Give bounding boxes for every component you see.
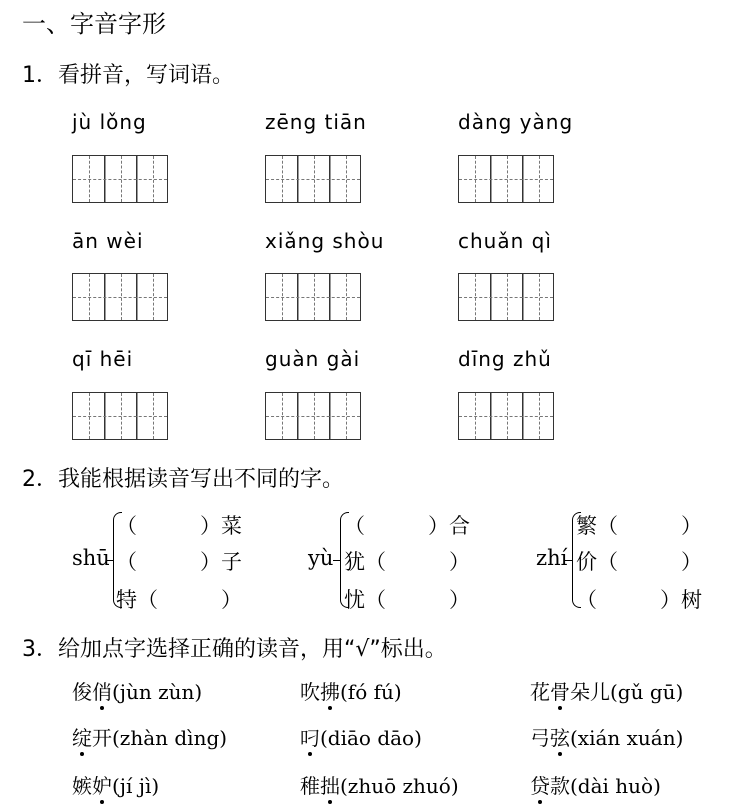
pinyin-label: dīng zhǔ bbox=[458, 347, 552, 371]
question-3-title: 3．给加点字选择正确的读音，用“√”标出。 bbox=[22, 637, 447, 662]
dotted-character: 贷 bbox=[530, 774, 550, 798]
writing-grid[interactable] bbox=[265, 155, 361, 203]
pinyin-options[interactable]: (fó fú) bbox=[340, 680, 402, 704]
pinyin-label: chuǎn qì bbox=[458, 229, 552, 253]
reading-choice-item bbox=[300, 676, 402, 705]
writing-grid[interactable] bbox=[72, 273, 168, 321]
sound-label: shū bbox=[72, 546, 110, 570]
pinyin-label: guàn gài bbox=[265, 347, 361, 371]
homophone-line: （ ）合 bbox=[344, 514, 470, 538]
homophone-line: （ ）子 bbox=[116, 550, 242, 574]
pinyin-label: qī hēi bbox=[72, 347, 134, 371]
writing-grid[interactable] bbox=[265, 392, 361, 440]
homophone-line: （ ）菜 bbox=[116, 514, 242, 538]
pinyin-label: zēng tiān bbox=[265, 110, 367, 134]
homophone-line: 犹（ ） bbox=[344, 550, 470, 574]
homophone-line: 繁（ ） bbox=[576, 514, 702, 538]
word-part: 朵儿 bbox=[570, 680, 610, 704]
pinyin-label: dàng yàng bbox=[458, 110, 574, 134]
dotted-character: 俏 bbox=[92, 680, 112, 704]
writing-grid[interactable] bbox=[458, 392, 554, 440]
pinyin-options[interactable]: (dài huò) bbox=[570, 774, 661, 798]
homophone-line: 特（ ） bbox=[116, 588, 242, 612]
writing-grid[interactable] bbox=[458, 273, 554, 321]
reading-choice-item bbox=[300, 770, 459, 799]
pinyin-label: ān wèi bbox=[72, 229, 144, 253]
word-part: 款 bbox=[550, 774, 570, 798]
word-part: 嫉 bbox=[72, 774, 92, 798]
reading-choice-item bbox=[530, 676, 683, 705]
homophone-line: （ ）树 bbox=[576, 588, 702, 612]
dotted-character: 拂 bbox=[320, 680, 340, 704]
reading-choice-item bbox=[300, 722, 422, 751]
reading-choice-item bbox=[530, 722, 683, 751]
pinyin-options[interactable]: (zhàn dìng) bbox=[112, 726, 228, 750]
homophone-line: 忧（ ） bbox=[344, 588, 470, 612]
reading-choice-item bbox=[72, 770, 159, 799]
word-part: 稚 bbox=[300, 774, 320, 798]
pinyin-options[interactable]: (gǔ gū) bbox=[610, 680, 684, 704]
writing-grid[interactable] bbox=[458, 155, 554, 203]
pinyin-label: xiǎng shòu bbox=[265, 229, 385, 253]
writing-grid[interactable] bbox=[265, 273, 361, 321]
word-part: 俊 bbox=[72, 680, 92, 704]
writing-grid[interactable] bbox=[72, 392, 168, 440]
sound-label: yù bbox=[308, 546, 334, 570]
word-part: 花 bbox=[530, 680, 550, 704]
reading-choice-item bbox=[530, 770, 661, 799]
pinyin-options[interactable]: (zhuō zhuó) bbox=[340, 774, 459, 798]
dotted-character: 弦 bbox=[550, 726, 570, 750]
pinyin-options[interactable]: (jí jì) bbox=[112, 774, 160, 798]
word-part: 弓 bbox=[530, 726, 550, 750]
dotted-character: 拙 bbox=[320, 774, 340, 798]
dotted-character: 妒 bbox=[92, 774, 112, 798]
pinyin-options[interactable]: (xián xuán) bbox=[570, 726, 684, 750]
writing-grid[interactable] bbox=[72, 155, 168, 203]
question-1-title: 1．看拼音，写词语。 bbox=[22, 63, 234, 88]
dotted-character: 骨 bbox=[550, 680, 570, 704]
word-part: 吹 bbox=[300, 680, 320, 704]
reading-choice-item bbox=[72, 676, 202, 705]
question-2-title: 2．我能根据读音写出不同的字。 bbox=[22, 467, 344, 492]
homophone-line: 价（ ） bbox=[576, 550, 702, 574]
reading-choice-item bbox=[72, 722, 227, 751]
sound-label: zhí bbox=[536, 546, 568, 570]
dotted-character: 绽 bbox=[72, 726, 92, 750]
word-part: 开 bbox=[92, 726, 112, 750]
section-title: 一、字音字形 bbox=[22, 10, 166, 38]
pinyin-label: jù lǒng bbox=[72, 110, 147, 134]
pinyin-options[interactable]: (diāo dāo) bbox=[320, 726, 422, 750]
dotted-character: 叼 bbox=[300, 726, 320, 750]
pinyin-options[interactable]: (jùn zùn) bbox=[112, 680, 203, 704]
